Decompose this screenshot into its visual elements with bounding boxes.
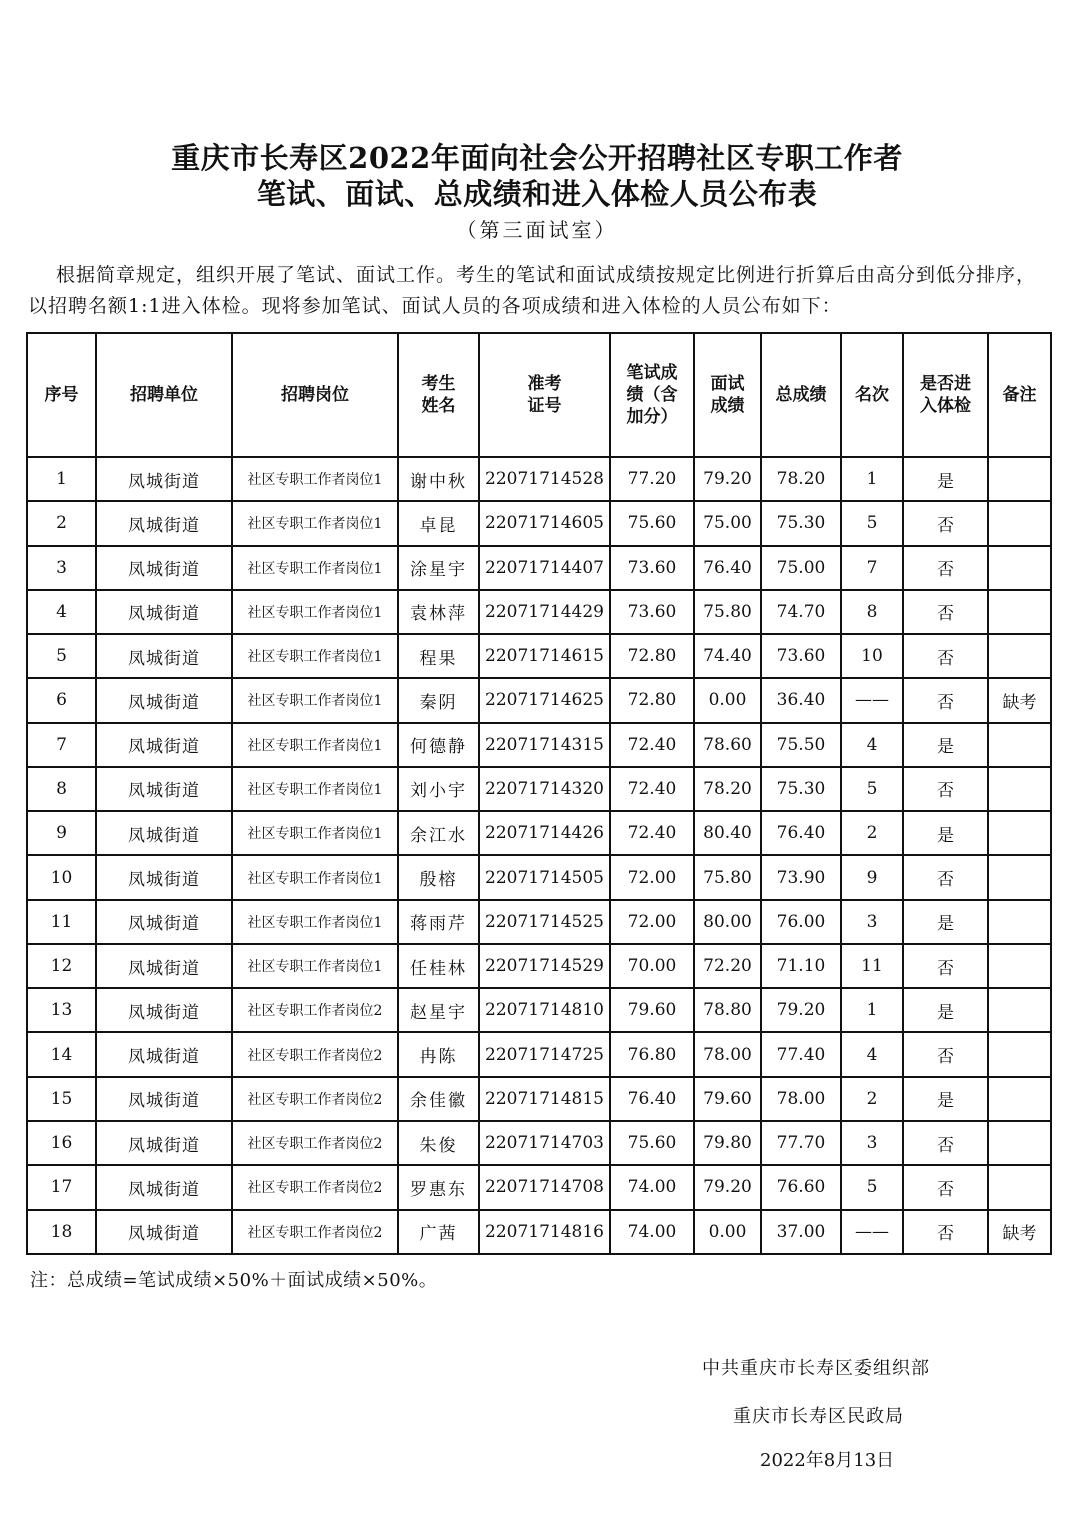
cell-name: 广茜 — [398, 1210, 479, 1254]
cell-post: 社区专职工作者岗位2 — [232, 1121, 398, 1165]
cell-ticket: 22071714429 — [479, 590, 610, 634]
cell-remark — [988, 723, 1051, 767]
cell-index: 15 — [27, 1077, 96, 1121]
cell-total: 77.40 — [761, 1032, 841, 1076]
cell-index: 7 — [27, 723, 96, 767]
cell-index: 13 — [27, 988, 96, 1032]
page-subtitle: （第三面试室） — [456, 218, 618, 242]
cell-ticket: 22071714529 — [479, 944, 610, 988]
table-row — [27, 1165, 1051, 1209]
cell-written: 72.80 — [610, 678, 694, 722]
cell-ticket: 22071714725 — [479, 1032, 610, 1076]
col-header-physical — [903, 333, 988, 457]
cell-written: 74.00 — [610, 1210, 694, 1254]
cell-written: 76.80 — [610, 1032, 694, 1076]
cell-name: 殷榕 — [398, 855, 479, 899]
table-row — [27, 855, 1051, 899]
cell-remark — [988, 457, 1051, 501]
signature-org-2: 重庆市长寿区民政局 — [733, 1406, 904, 1427]
footnote: 注：总成绩=笔试成绩×50%＋面试成绩×50%。 — [30, 1270, 438, 1291]
cell-physical: 否 — [903, 855, 988, 899]
cell-name: 程果 — [398, 634, 479, 678]
cell-post: 社区专职工作者岗位1 — [232, 900, 398, 944]
col-header-post: 招聘岗位 — [232, 333, 398, 457]
cell-physical: 是 — [903, 811, 988, 855]
cell-rank: 11 — [841, 944, 903, 988]
cell-total: 77.70 — [761, 1121, 841, 1165]
table-row — [27, 1121, 1051, 1165]
cell-written: 79.60 — [610, 988, 694, 1032]
cell-remark — [988, 988, 1051, 1032]
cell-unit: 凤城街道 — [96, 723, 232, 767]
cell-name: 何德静 — [398, 723, 479, 767]
cell-total: 76.40 — [761, 811, 841, 855]
cell-name: 刘小宇 — [398, 767, 479, 811]
cell-post: 社区专职工作者岗位1 — [232, 767, 398, 811]
cell-unit: 凤城街道 — [96, 501, 232, 545]
cell-total: 78.20 — [761, 457, 841, 501]
cell-written: 72.40 — [610, 723, 694, 767]
cell-index: 4 — [27, 590, 96, 634]
cell-ticket: 22071714426 — [479, 811, 610, 855]
cell-interview: 80.40 — [694, 811, 761, 855]
cell-total: 78.00 — [761, 1077, 841, 1121]
cell-interview: 79.60 — [694, 1077, 761, 1121]
cell-rank: 4 — [841, 1032, 903, 1076]
cell-unit: 凤城街道 — [96, 590, 232, 634]
cell-written: 77.20 — [610, 457, 694, 501]
cell-post: 社区专职工作者岗位1 — [232, 944, 398, 988]
cell-interview: 75.00 — [694, 501, 761, 545]
table-row — [27, 590, 1051, 634]
col-header-unit: 招聘单位 — [96, 333, 232, 457]
cell-written: 72.80 — [610, 634, 694, 678]
cell-interview: 80.00 — [694, 900, 761, 944]
cell-physical: 是 — [903, 1077, 988, 1121]
cell-index: 5 — [27, 634, 96, 678]
table-row — [27, 944, 1051, 988]
cell-rank: 7 — [841, 546, 903, 590]
cell-physical: 否 — [903, 590, 988, 634]
cell-total: 71.10 — [761, 944, 841, 988]
cell-ticket: 22071714815 — [479, 1077, 610, 1121]
cell-unit: 凤城街道 — [96, 546, 232, 590]
cell-rank: 2 — [841, 811, 903, 855]
cell-index: 1 — [27, 457, 96, 501]
cell-ticket: 22071714407 — [479, 546, 610, 590]
cell-name: 任桂林 — [398, 944, 479, 988]
cell-ticket: 22071714810 — [479, 988, 610, 1032]
table-row — [27, 546, 1051, 590]
cell-post: 社区专职工作者岗位2 — [232, 1210, 398, 1254]
cell-interview: 78.60 — [694, 723, 761, 767]
cell-total: 79.20 — [761, 988, 841, 1032]
cell-remark: 缺考 — [988, 1210, 1051, 1254]
cell-index: 9 — [27, 811, 96, 855]
cell-unit: 凤城街道 — [96, 1077, 232, 1121]
cell-unit: 凤城街道 — [96, 678, 232, 722]
cell-written: 76.40 — [610, 1077, 694, 1121]
cell-ticket: 22071714816 — [479, 1210, 610, 1254]
cell-unit: 凤城街道 — [96, 988, 232, 1032]
cell-remark — [988, 1077, 1051, 1121]
cell-remark — [988, 855, 1051, 899]
col-header-name-text: 考生姓名 — [421, 374, 456, 416]
cell-physical: 否 — [903, 1121, 988, 1165]
cell-interview: 78.00 — [694, 1032, 761, 1076]
cell-remark — [988, 767, 1051, 811]
cell-index: 18 — [27, 1210, 96, 1254]
cell-unit: 凤城街道 — [96, 1121, 232, 1165]
cell-written: 73.60 — [610, 546, 694, 590]
cell-rank: 5 — [841, 501, 903, 545]
cell-total: 76.00 — [761, 900, 841, 944]
signature-date: 2022年8月13日 — [760, 1450, 895, 1471]
cell-index: 6 — [27, 678, 96, 722]
cell-rank: 2 — [841, 1077, 903, 1121]
cell-physical: 否 — [903, 1165, 988, 1209]
cell-rank: 5 — [841, 767, 903, 811]
col-header-total: 总成绩 — [761, 333, 841, 457]
cell-post: 社区专职工作者岗位1 — [232, 590, 398, 634]
cell-post: 社区专职工作者岗位1 — [232, 811, 398, 855]
cell-written: 72.00 — [610, 855, 694, 899]
cell-total: 75.30 — [761, 767, 841, 811]
cell-interview: 0.00 — [694, 1210, 761, 1254]
cell-post: 社区专职工作者岗位1 — [232, 634, 398, 678]
table-row — [27, 457, 1051, 501]
cell-name: 罗惠东 — [398, 1165, 479, 1209]
cell-physical: 否 — [903, 944, 988, 988]
cell-physical: 否 — [903, 1210, 988, 1254]
cell-name: 蒋雨芹 — [398, 900, 479, 944]
cell-total: 73.90 — [761, 855, 841, 899]
table-row — [27, 678, 1051, 722]
cell-rank: 9 — [841, 855, 903, 899]
cell-remark — [988, 944, 1051, 988]
table-row — [27, 723, 1051, 767]
cell-post: 社区专职工作者岗位2 — [232, 988, 398, 1032]
cell-post: 社区专职工作者岗位2 — [232, 1077, 398, 1121]
cell-ticket: 22071714605 — [479, 501, 610, 545]
cell-remark — [988, 634, 1051, 678]
col-header-physical-text: 是否进入体检 — [920, 374, 971, 416]
cell-interview: 79.20 — [694, 1165, 761, 1209]
table-row — [27, 988, 1051, 1032]
cell-rank: 1 — [841, 457, 903, 501]
cell-physical: 否 — [903, 546, 988, 590]
cell-written: 70.00 — [610, 944, 694, 988]
cell-total: 75.00 — [761, 546, 841, 590]
cell-name: 余江水 — [398, 811, 479, 855]
cell-written: 73.60 — [610, 590, 694, 634]
results-table — [26, 332, 1052, 1255]
cell-index: 12 — [27, 944, 96, 988]
cell-total: 36.40 — [761, 678, 841, 722]
cell-index: 14 — [27, 1032, 96, 1076]
cell-physical: 是 — [903, 723, 988, 767]
col-header-ticket-text: 准考证号 — [527, 374, 562, 416]
cell-physical: 是 — [903, 457, 988, 501]
cell-name: 余佳徽 — [398, 1077, 479, 1121]
page-title-line1: 重庆市长寿区2022年面向社会公开招聘社区专职工作者 — [171, 141, 903, 175]
cell-remark: 缺考 — [988, 678, 1051, 722]
cell-unit: 凤城街道 — [96, 855, 232, 899]
cell-rank: —— — [841, 678, 903, 722]
cell-interview: 75.80 — [694, 590, 761, 634]
cell-ticket: 22071714703 — [479, 1121, 610, 1165]
cell-unit: 凤城街道 — [96, 767, 232, 811]
table-row — [27, 634, 1051, 678]
cell-rank: 3 — [841, 1121, 903, 1165]
cell-post: 社区专职工作者岗位2 — [232, 1032, 398, 1076]
cell-remark — [988, 1165, 1051, 1209]
cell-interview: 78.80 — [694, 988, 761, 1032]
table-row — [27, 811, 1051, 855]
col-header-written — [610, 333, 694, 457]
cell-physical: 否 — [903, 501, 988, 545]
cell-index: 16 — [27, 1121, 96, 1165]
table-row — [27, 1077, 1051, 1121]
cell-post: 社区专职工作者岗位2 — [232, 1165, 398, 1209]
table-row — [27, 900, 1051, 944]
cell-physical: 是 — [903, 900, 988, 944]
table-row — [27, 501, 1051, 545]
cell-index: 3 — [27, 546, 96, 590]
cell-physical: 是 — [903, 988, 988, 1032]
cell-name: 赵星宇 — [398, 988, 479, 1032]
cell-total: 74.70 — [761, 590, 841, 634]
cell-index: 8 — [27, 767, 96, 811]
cell-interview: 78.20 — [694, 767, 761, 811]
col-header-remark: 备注 — [988, 333, 1051, 457]
cell-remark — [988, 501, 1051, 545]
cell-remark — [988, 811, 1051, 855]
cell-ticket: 22071714315 — [479, 723, 610, 767]
cell-ticket: 22071714615 — [479, 634, 610, 678]
col-header-ticket — [479, 333, 610, 457]
cell-post: 社区专职工作者岗位1 — [232, 457, 398, 501]
col-header-index: 序号 — [27, 333, 96, 457]
col-header-rank: 名次 — [841, 333, 903, 457]
signature-org-1: 中共重庆市长寿区委组织部 — [702, 1358, 930, 1379]
cell-total: 75.50 — [761, 723, 841, 767]
cell-index: 2 — [27, 501, 96, 545]
intro-paragraph: 根据简章规定，组织开展了笔试、面试工作。考生的笔试和面试成绩按规定比例进行折算后由高分到低分排序，以招聘名额1:1进入体检。现将参加笔试、面试人员的各项成绩和进入体检的人员公布如下： — [28, 264, 1037, 317]
cell-remark — [988, 1032, 1051, 1076]
cell-written: 75.60 — [610, 1121, 694, 1165]
cell-ticket: 22071714708 — [479, 1165, 610, 1209]
cell-rank: 3 — [841, 900, 903, 944]
cell-total: 37.00 — [761, 1210, 841, 1254]
cell-physical: 否 — [903, 767, 988, 811]
cell-physical: 否 — [903, 634, 988, 678]
cell-remark — [988, 546, 1051, 590]
cell-post: 社区专职工作者岗位1 — [232, 723, 398, 767]
cell-post: 社区专职工作者岗位1 — [232, 501, 398, 545]
cell-interview: 74.40 — [694, 634, 761, 678]
cell-unit: 凤城街道 — [96, 1165, 232, 1209]
cell-physical: 否 — [903, 1032, 988, 1076]
cell-name: 袁林萍 — [398, 590, 479, 634]
cell-post: 社区专职工作者岗位1 — [232, 855, 398, 899]
cell-ticket: 22071714528 — [479, 457, 610, 501]
cell-rank: 1 — [841, 988, 903, 1032]
cell-unit: 凤城街道 — [96, 900, 232, 944]
cell-interview: 0.00 — [694, 678, 761, 722]
cell-total: 76.60 — [761, 1165, 841, 1209]
cell-written: 75.60 — [610, 501, 694, 545]
cell-interview: 72.20 — [694, 944, 761, 988]
cell-rank: 4 — [841, 723, 903, 767]
col-header-interview — [694, 333, 761, 457]
cell-interview: 79.80 — [694, 1121, 761, 1165]
cell-total: 75.30 — [761, 501, 841, 545]
page-title-line2: 笔试、面试、总成绩和进入体检人员公布表 — [256, 177, 818, 211]
table-row — [27, 767, 1051, 811]
cell-written: 72.40 — [610, 767, 694, 811]
col-header-interview-text: 面试成绩 — [710, 374, 745, 416]
cell-unit: 凤城街道 — [96, 811, 232, 855]
cell-ticket: 22071714320 — [479, 767, 610, 811]
cell-name: 卓昆 — [398, 501, 479, 545]
cell-interview: 75.80 — [694, 855, 761, 899]
cell-remark — [988, 900, 1051, 944]
table-row — [27, 1210, 1051, 1254]
cell-index: 11 — [27, 900, 96, 944]
table-header-row — [27, 333, 1051, 457]
cell-name: 秦阴 — [398, 678, 479, 722]
cell-ticket: 22071714525 — [479, 900, 610, 944]
cell-rank: 8 — [841, 590, 903, 634]
cell-name: 谢中秋 — [398, 457, 479, 501]
cell-ticket: 22071714505 — [479, 855, 610, 899]
cell-name: 冉陈 — [398, 1032, 479, 1076]
cell-rank: 10 — [841, 634, 903, 678]
cell-interview: 79.20 — [694, 457, 761, 501]
cell-interview: 76.40 — [694, 546, 761, 590]
cell-unit: 凤城街道 — [96, 1210, 232, 1254]
cell-rank: —— — [841, 1210, 903, 1254]
cell-ticket: 22071714625 — [479, 678, 610, 722]
cell-unit: 凤城街道 — [96, 634, 232, 678]
cell-rank: 5 — [841, 1165, 903, 1209]
cell-unit: 凤城街道 — [96, 457, 232, 501]
cell-written: 72.00 — [610, 900, 694, 944]
cell-written: 72.40 — [610, 811, 694, 855]
cell-remark — [988, 1121, 1051, 1165]
cell-written: 74.00 — [610, 1165, 694, 1209]
cell-physical: 否 — [903, 678, 988, 722]
cell-remark — [988, 590, 1051, 634]
cell-index: 10 — [27, 855, 96, 899]
cell-unit: 凤城街道 — [96, 1032, 232, 1076]
cell-name: 涂星宇 — [398, 546, 479, 590]
cell-index: 17 — [27, 1165, 96, 1209]
cell-post: 社区专职工作者岗位1 — [232, 546, 398, 590]
cell-name: 朱俊 — [398, 1121, 479, 1165]
cell-unit: 凤城街道 — [96, 944, 232, 988]
col-header-name — [398, 333, 479, 457]
cell-total: 73.60 — [761, 634, 841, 678]
col-header-written-text: 笔试成绩（含加分） — [626, 363, 678, 427]
cell-post: 社区专职工作者岗位1 — [232, 678, 398, 722]
table-row — [27, 1032, 1051, 1076]
